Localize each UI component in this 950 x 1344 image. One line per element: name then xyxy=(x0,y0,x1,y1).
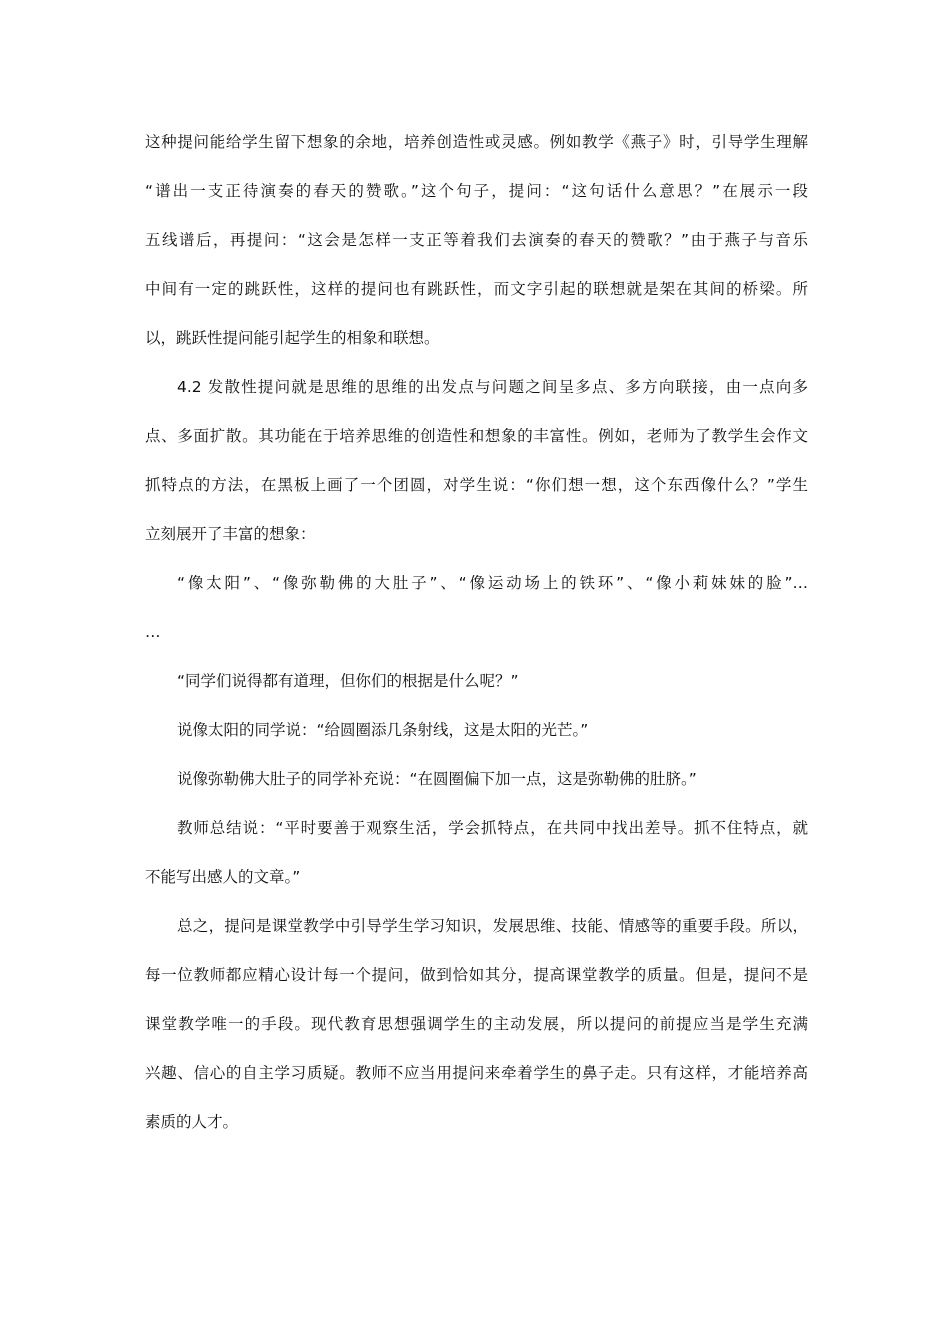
text-line: 兴趣、信心的自主学习质疑。教师不应当用提问来牵着学生的鼻子走。只有这样，才能培养高 xyxy=(145,1064,808,1082)
text-line: 立刻展开了丰富的想象： xyxy=(145,525,316,543)
paragraph-p1 xyxy=(145,118,808,363)
paragraph-p2 xyxy=(145,363,808,559)
paragraph-p5 xyxy=(145,706,808,755)
text-line: 五线谱后，再提问：“这会是怎样一支正等着我们去演奏的春天的赞歌？”由于燕子与音乐 xyxy=(145,231,808,249)
text-line: … xyxy=(145,623,161,641)
text-line: 每一位教师都应精心设计每一个提问，做到恰如其分，提高课堂教学的质量。但是，提问不是 xyxy=(145,966,808,984)
text-line: 这种提问能给学生留下想象的余地，培养创造性或灵感。例如教学《燕子》时，引导学生理解 xyxy=(145,133,808,151)
text-line: 素质的人才。 xyxy=(145,1113,239,1131)
paragraph-p4 xyxy=(145,657,808,706)
text-line: 说像太阳的同学说：“给圆圈添几条射线，这是太阳的光芒。” xyxy=(177,721,589,739)
paragraph-p7 xyxy=(145,804,808,902)
text-line: 说像弥勒佛大肚子的同学补充说：“在圆圈偏下加一点，这是弥勒佛的肚脐。” xyxy=(177,770,697,788)
text-line: 不能写出感人的文章。” xyxy=(145,868,301,886)
text-line: 课堂教学唯一的手段。现代教育思想强调学生的主动发展，所以提问的前提应当是学生充满 xyxy=(145,1015,808,1033)
text-line: “同学们说得都有道理，但你们的根据是什么呢？” xyxy=(177,672,519,690)
document-page xyxy=(145,118,808,1147)
text-line: 以，跳跃性提问能引起学生的相象和联想。 xyxy=(145,329,440,347)
text-line: 4.2 发散性提问就是思维的思维的出发点与问题之间呈多点、多方向联接，由一点向多 xyxy=(177,378,808,396)
text-line: 抓特点的方法，在黑板上画了一个团圆，对学生说：“你们想一想，这个东西像什么？”学生 xyxy=(145,476,808,494)
text-line: 教师总结说：“平时要善于观察生活，学会抓特点，在共同中找出差导。抓不住特点，就 xyxy=(177,819,808,837)
paragraph-p3 xyxy=(145,559,808,657)
text-line: 中间有一定的跳跃性，这样的提问也有跳跃性，而文字引起的联想就是架在其间的桥梁。所 xyxy=(145,280,808,298)
text-line: 总之，提问是课堂教学中引导学生学习知识，发展思维、技能、情感等的重要手段。所以， xyxy=(177,917,808,935)
paragraph-p8 xyxy=(145,902,808,1147)
text-line: “谱出一支正待演奏的春天的赞歌。”这个句子，提问：“这句话什么意思？”在展示一段 xyxy=(145,182,808,200)
text-line: 点、多面扩散。其功能在于培养思维的创造性和想象的丰富性。例如，老师为了教学生会作文 xyxy=(145,427,808,445)
paragraph-p6 xyxy=(145,755,808,804)
text-line: “像太阳”、“像弥勒佛的大肚子”、“像运动场上的铁环”、“像小莉妹妹的脸”… xyxy=(177,574,808,592)
